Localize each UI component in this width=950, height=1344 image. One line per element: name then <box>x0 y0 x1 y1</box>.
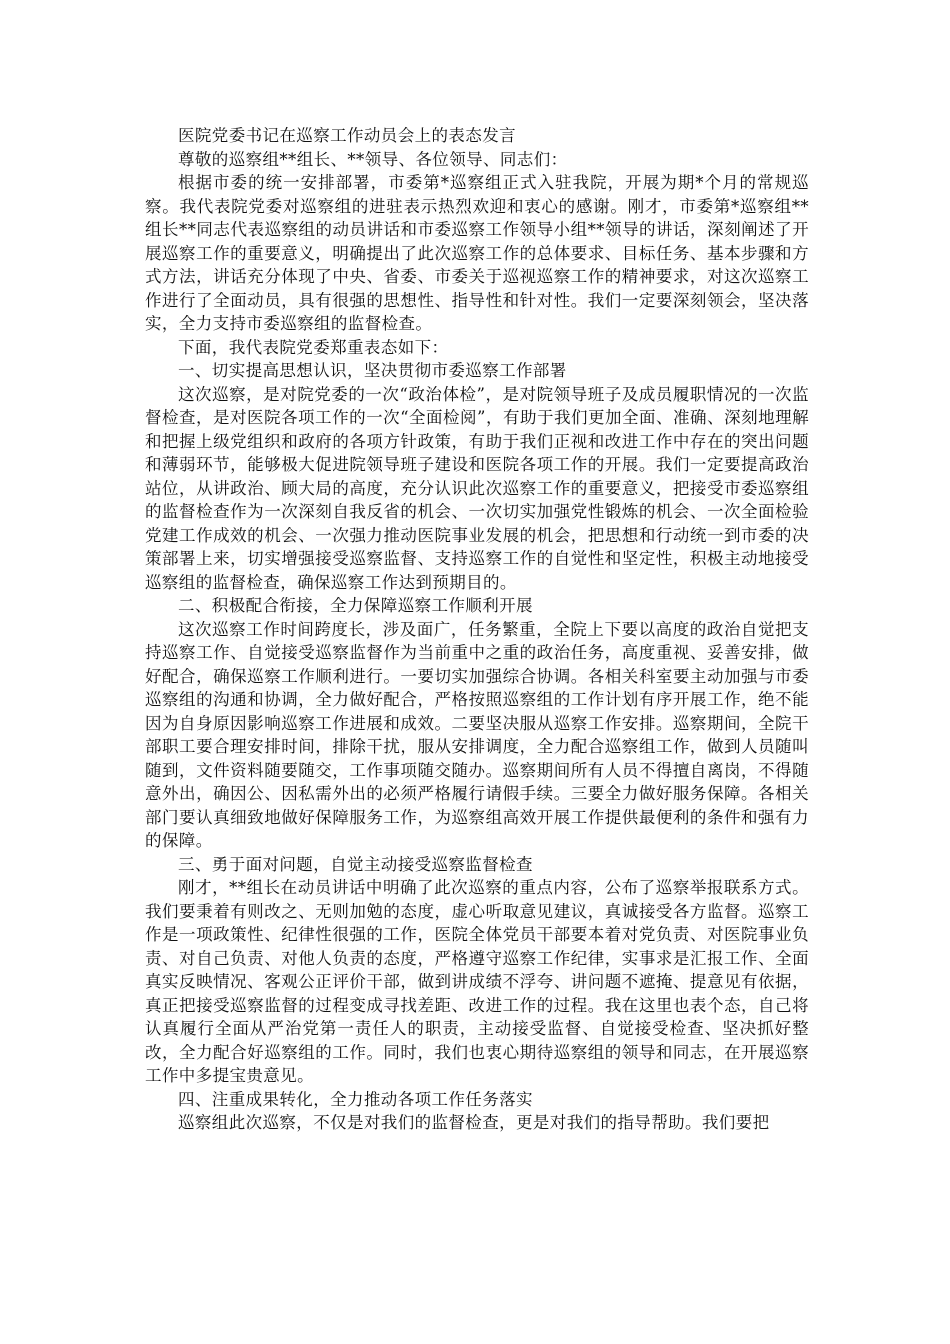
greeting: 尊敬的巡察组**组长、**领导、各位领导、同志们： <box>178 149 568 169</box>
section-heading-2: 二、积极配合衔接，全力保障巡察工作顺利开展 <box>178 596 533 615</box>
section-body-3: 刚才，**组长在动员讲话中明确了此次巡察的重点内容，公布了巡察举报联系方式。我们要秉着有则改之、无则加勉的态度，虚心听取意见建议，真诚接受各方监督。巡察工作是一项政策性、纪律性很强的工作，医院全体党员干部要本着对党负责、对医院事业负责、对自己负责、对他人负责的态度，严格遵守巡察工作纪律，实事求是汇报工作、全面真实反映情况、客观公正评价干部，做到讲成绩不浮夸、讲问题不遮掩、提意见有依据，真正把接受巡察监督的过程变成寻找差距、改进工作的过程。我在这里也表个态，自己将认真履行全面从严治党第一责任人的职责，主动接受监督、自觉接受检查、坚决抓好整改，全力配合好巡察组的工作。同时，我们也衷心期待巡察组的领导和同志，在开展巡察工作中多提宝贵意见。 <box>145 878 809 1085</box>
paragraph-statement-lead: 下面，我代表院党委郑重表态如下： <box>178 337 449 357</box>
document-title: 医院党委书记在巡察工作动员会上的表态发言 <box>178 126 516 145</box>
section-heading-3: 三、勇于面对问题，自觉主动接受巡察监督检查 <box>178 854 533 874</box>
section-heading-1: 一、切实提高思想认识，坚决贯彻市委巡察工作部署 <box>178 361 567 380</box>
paragraph-intro: 根据市委的统一安排部署，市委第*巡察组正式入驻我院，开展为期*个月的常规巡察。我代表院党委对巡察组的进驻表示热烈欢迎和衷心的感谢。刚才，市委第*巡察组**组长**同志代表巡察组的动员讲话和市委巡察工作领导小组**领导的讲话，深刻阐述了开展巡察工作的重要意义，明确提出了此次巡察工作的总体要求、目标任务、基本步骤和方式方法，讲话充分体现了中央、省委、市委关于巡视巡察工作的精神要求，对这次巡察工作进行了全面动员，具有很强的思想性、指导性和针对性。我们一定要深刻领会，坚决落实，全力支持市委巡察组的监督检查。 <box>145 173 809 333</box>
section-body-4: 巡察组此次巡察，不仅是对我们的监督检查，更是对我们的指导帮助。我们要把 <box>178 1113 770 1132</box>
document-page <box>145 124 809 1135</box>
section-heading-4: 四、注重成果转化，全力推动各项工作任务落实 <box>178 1089 533 1109</box>
section-body-1: 这次巡察，是对院党委的一次“政治体检”，是对院领导班子及成员履职情况的一次监督检查，是对医院各项工作的一次“全面检阅”，有助于我们更加全面、准确、深刻地理解和把握上级党组织和政府的各项方针政策，有助于我们正视和改进工作中存在的突出问题和薄弱环节，能够极大促进院领导班子建设和医院各项工作的开展。我们一定要提高政治站位，从讲政治、顾大局的高度，充分认识此次巡察工作的重要意义，把接受市委巡察组的监督检查作为一次深刻自我反省的机会、一次切实加强党性锻炼的机会、一次全面检验党建工作成效的机会、一次强力推动医院事业发展的机会，把思想和行动统一到市委的决策部署上来，切实增强接受巡察监督、支持巡察工作的自觉性和坚定性，积极主动地接受巡察组的监督检查，确保巡察工作达到预期目的。 <box>145 384 809 592</box>
section-body-2: 这次巡察工作时间跨度长，涉及面广，任务繁重，全院上下要以高度的政治自觉把支持巡察工作、自觉接受巡察监督作为当前重中之重的政治任务，高度重视、妥善安排，做好配合，确保巡察工作顺利进行。一要切实加强综合协调。各相关科室要主动加强与市委巡察组的沟通和协调，全力做好配合，严格按照巡察组的工作计划有序开展工作，绝不能因为自身原因影响巡察工作进展和成效。二要坚决服从巡察工作安排。巡察期间，全院干部职工要合理安排时间，排除干扰，服从安排调度，全力配合巡察组工作，做到人员随叫随到，文件资料随要随交，工作事项随交随办。巡察期间所有人员不得擅自离岗，不得随意外出，确因公、因私需外出的必须严格履行请假手续。三要全力做好服务保障。各相关部门要认真细致地做好保障服务工作，为巡察组高效开展工作提供最便利的条件和强有力的保障。 <box>145 619 809 850</box>
